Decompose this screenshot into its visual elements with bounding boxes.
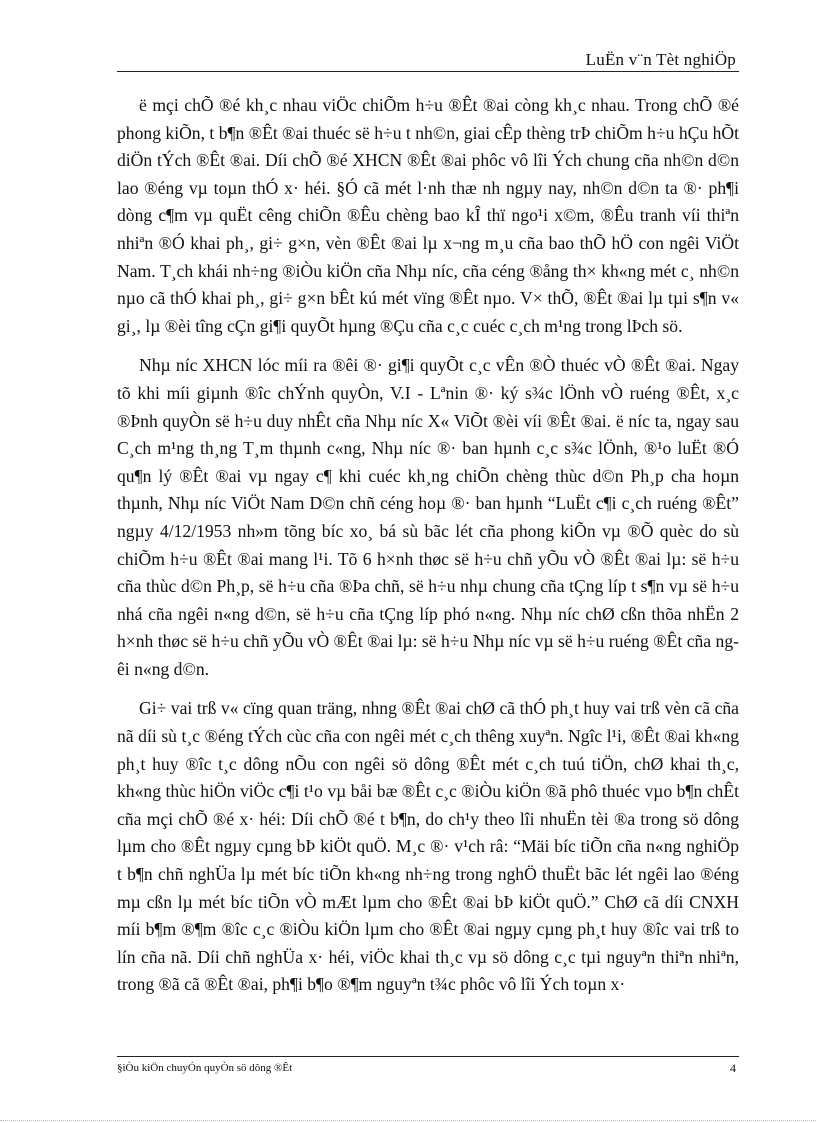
footer-text: §iÒu kiÖn chuyÓn quyÒn sö dông ®Êt bbox=[117, 1062, 293, 1074]
paragraph-3: Gi÷ vai trß v« cïng quan träng, nhng ®Êt ®ai chØ cã thÓ ph¸t huy vai trß vèn cã cña nã díi sù t¸c ®éng tÝch cùc cña con ngêi mét c¸ch thêng xuyªn. Ngîc l¹i, ®Êt ®ai kh«ng ph¸t huy ®îc t¸c dông nÕu con ngêi sö dông ®Êt mét c¸ch tuú tiÖn, chØ khai th¸c, kh«ng thùc hiÖn viÖc c¶i t¹o vµ båi bæ ®Êt c¸c ®iÒu kiÖn ®ã phô thuéc vµo b¶n chÊt cña mçi chÕ ®é x· héi: Díi chÕ ®é t b¶n, do ch¹y theo lîi nhuËn tèi ®a trong sö dông lµm cho ®Êt ngµy cµng bÞ kiÖt quÖ. M¸c ®· v¹ch râ: “Mäi bíc tiÕn cña n«ng nghiÖp t b¶n chñ nghÜa lµ mét bíc tiÕn kh«ng nh÷ng trong nghÖ thuËt bãc lét ngêi lao ®éng mµ cßn lµ mét bíc tiÕn vÒ mÆt lµm cho ®Êt ®ai bÞ kiÖt quÖ.” ChØ cã díi CNXH míi b¶m ®¶m ®îc c¸c ®iÒu kiÖn lµm cho ®Êt ®ai ngµy cµng ph¸t huy ®îc vai trß to lín cña nã. Díi chñ nghÜa x· héi, viÖc khai th¸c vµ sö dông c¸c tµi nguyªn thiªn nhiªn, trong ®ã cã ®Êt ®ai, ph¶i b¶o ®¶m nguyªn t¾c phôc vô lîi Ých toµn x· bbox=[117, 698, 739, 995]
document-body bbox=[117, 92, 739, 1011]
footer-divider bbox=[117, 1056, 739, 1057]
header-divider bbox=[117, 71, 739, 72]
header-title: LuËn v¨n Tèt nghiÖp bbox=[585, 50, 736, 69]
paragraph-2: Nhµ níc XHCN lóc míi ra ®êi ®· gi¶i quyÕt c¸c vÊn ®Ò thuéc vÒ ®Êt ®ai. Ngay tõ khi míi giµnh ®îc chÝnh quyÒn, V.I - Lªnin ®· ký s¾c lÖnh vÒ ruéng ®Êt, x¸c ®Þnh quyÒn së h÷u duy nhÊt cña Nhµ níc X« ViÕt ®èi víi ®Êt ®ai. ë níc ta, ngay sau C¸ch m¹ng th¸ng T¸m thµnh c«ng, Nhµ níc ®· ban hµnh c¸c s¾c lÖnh, ®¹o luËt ®Ó qu¶n lý ®Êt ®ai vµ ngay c¶ khi cuéc kh¸ng chiÕn chèng thùc d©n Ph¸p cha hoµn thµnh, Nhµ níc ViÖt Nam D©n chñ céng hoµ ®· ban hµnh “LuËt c¶i c¸ch ruéng ®Êt” ngµy 4/12/1953 nh»m tõng bíc xo¸ bá sù bãc lét cña phong kiÕn vµ ®Õ quèc do sù chiÕm h÷u ®Êt ®ai mang l¹i. Tõ 6 h×nh thøc së h÷u chñ yÕu vÒ ®Êt ®ai lµ: së h÷u cña thùc d©n Ph¸p, së h÷u cña ®Þa chñ, së h÷u nhµ chung cña tÇng líp t s¶n vµ së h÷u nhá cña ngêi n«ng d©n, së h÷u cña tÇng líp phó n«ng. Nhµ níc chØ cßn thõa nhËn 2 h×nh thøc së h÷u chñ yÕu vÒ ®Êt ®ai lµ: së h÷u Nhµ níc vµ së h÷u ruéng ®Êt cña ngêi n«ng d©n. bbox=[117, 355, 739, 679]
page-bottom-border bbox=[0, 1120, 816, 1121]
paragraph-1: ë mçi chÕ ®é kh¸c nhau viÖc chiÕm h÷u ®Êt ®ai còng kh¸c nhau. Trong chÕ ®é phong kiÕn, t b¶n ®Êt ®ai thuéc së h÷u t nh©n, giai cÊp thèng trÞ chiÕm h÷u hÇu hÕt diÖn tÝch ®Êt ®ai. Díi chÕ ®é XHCN ®Êt ®ai phôc vô lîi Ých chung cña nh©n d©n lao ®éng vµ toµn thÓ x· héi. §Ó cã mét l·nh thæ nh ngµy nay, nh©n d©n ta ®· ph¶i dòng c¶m vµ quËt cêng chiÕn ®Êu chèng bao kÎ thï ngo¹i x©m, ®Êu tranh víi thiªn nhiªn ®Ó khai ph¸, gi÷ g×n, vèn ®Êt ®ai lµ x¬ng m¸u cña bao thÕ hÖ con ngêi ViÖt Nam. T¸ch khái nh÷ng ®iÒu kiÖn cña Nhµ níc, cña céng ®ång th× kh«ng mét c¸ nh©n nµo cã thÓ khai ph¸, gi÷ g×n bÊt kú mét vïng ®Êt nµo. V× thÕ, ®Êt ®ai lµ tµi s¶n v« gi¸, lµ ®èi tîng cÇn gi¶i quyÕt hµng ®Çu cña c¸c cuéc c¸ch m¹ng trong lÞch sö. bbox=[117, 95, 739, 336]
page-number: 4 bbox=[730, 1061, 736, 1075]
